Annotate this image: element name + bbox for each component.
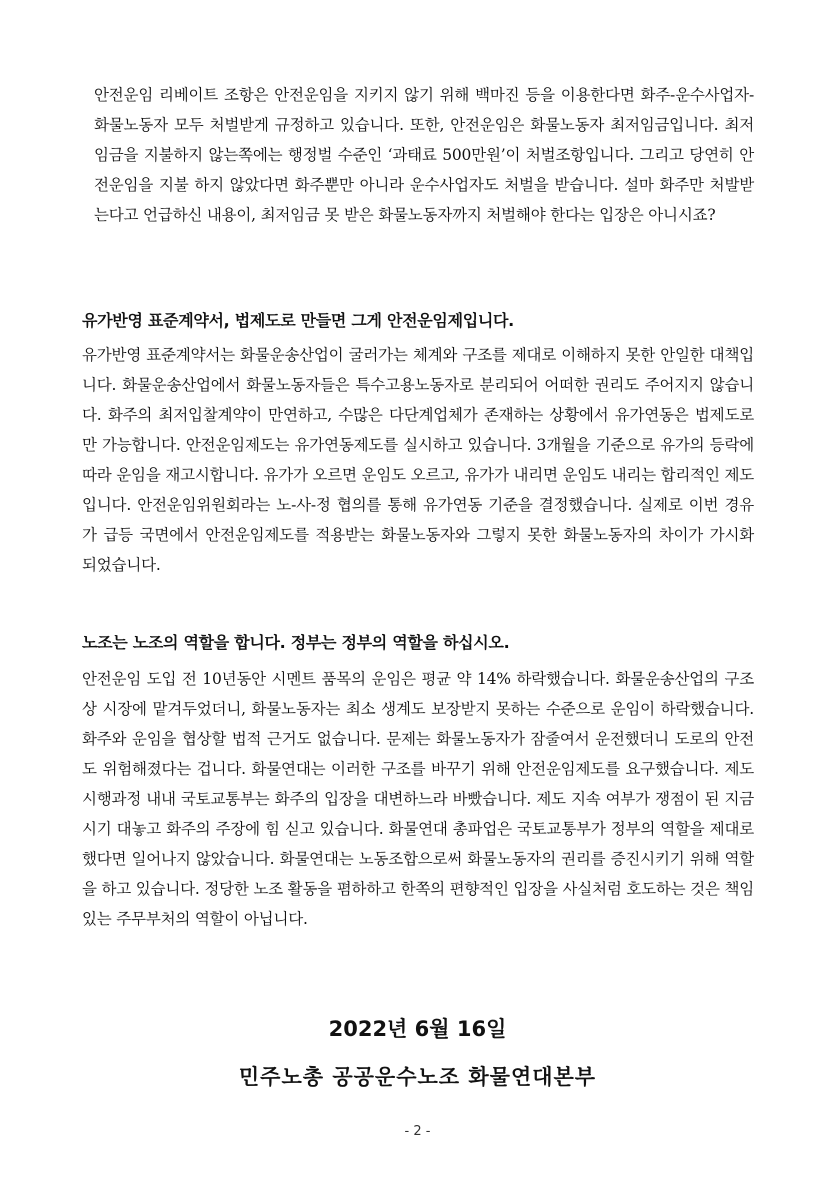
signature-date: 2022년 6월 16일 bbox=[328, 1017, 507, 1041]
section-heading-fuel-price: 유가반영 표준계약서, 법제도로 만들면 그게 안전운임제입니다. bbox=[82, 311, 514, 330]
section-heading-union-role: 노조는 노조의 역할을 합니다. 정부는 정부의 역할을 하십시오. bbox=[82, 633, 510, 652]
paragraph-rebate-clause: 안전운임 리베이트 조항은 안전운임을 지키지 않기 위해 백마진 등을 이용한다면 화주-운수사업자-화물노동자 모두 처벌받게 규정하고 있습니다. 또한, 안전운임은 화물노동자 최저임금입니다. 최저임금을 지불하지 않는쪽에는 행정벌 수준인 ‘과태료 500만원’이 처벌조항입니다. 그리고 당연히 안전운임을 지불 하지 않았다면 화주뿐만 아니라 운수사업자도 처벌을 받습니다. 설마 화주만 처발받는다고 언급하신 내용이, 최저임금 못 받은 화물노동자까지 처벌해야 한다는 입장은 아니시죠? bbox=[94, 86, 754, 224]
signature-organization: 민주노총 공공운수노조 화물연대본부 bbox=[238, 1065, 597, 1089]
paragraph-standard-contract: 유가반영 표준계약서는 화물운송산업이 굴러가는 체계와 구조를 제대로 이해하지 못한 안일한 대책입니다. 화물운송산업에서 화물노동자들은 특수고용노동자로 분리되어 어떠한 권리도 주어지지 않습니다. 화주의 최저입찰계약이 만연하고, 수많은 다단계업체가 존재하는 상황에서 유가연동은 법제도로만 가능합니다. 안전운임제도는 유가연동제도를 실시하고 있습니다. 3개월을 기준으로 유가의 등락에 따라 운임을 재고시합니다. 유가가 오르면 운임도 오르고, 유가가 내리면 운임도 내리는 합리적인 제도입니다. 안전운임위원회라는 노-사-정 협의를 통해 유가연동 기준을 결정했습니다. 실제로 이번 경유가 급등 국면에서 안전운임제도를 적용받는 화물노동자와 그렇지 못한 화물노동자의 차이가 가시화 되었습니다. bbox=[82, 346, 754, 574]
page-number: - 2 - bbox=[404, 1124, 431, 1139]
paragraph-government-role: 안전운임 도입 전 10년동안 시멘트 품목의 운임은 평균 약 14% 하락했습니다. 화물운송산업의 구조 상 시장에 맡겨두었더니, 화물노동자는 최소 생계도 보장받지 못하는 수준으로 운임이 하락했습니다. 화주와 운임을 협상할 법적 근거도 없습니다. 문제는 화물노동자가 잠줄여서 운전했더니 도로의 안전도 위험해졌다는 겁니다. 화물연대는 이러한 구조를 바꾸기 위해 안전운임제도를 요구했습니다. 제도 시행과정 내내 국토교통부는 화주의 입장을 대변하느라 바빴습니다. 제도 지속 여부가 쟁점이 된 지금 시기 대놓고 화주의 주장에 힘 싣고 있습니다. 화물연대 총파업은 국토교통부가 정부의 역할을 제대로 했다면 일어나지 않았습니다. 화물연대는 노동조합으로써 화물노동자의 권리를 증진시키기 위해 역할을 하고 있습니다. 정당한 노조 활동을 폄하하고 한쪽의 편향적인 입장을 사실처럼 호도하는 것은 책임있는 주무부처의 역할이 아닙니다. bbox=[82, 670, 754, 928]
